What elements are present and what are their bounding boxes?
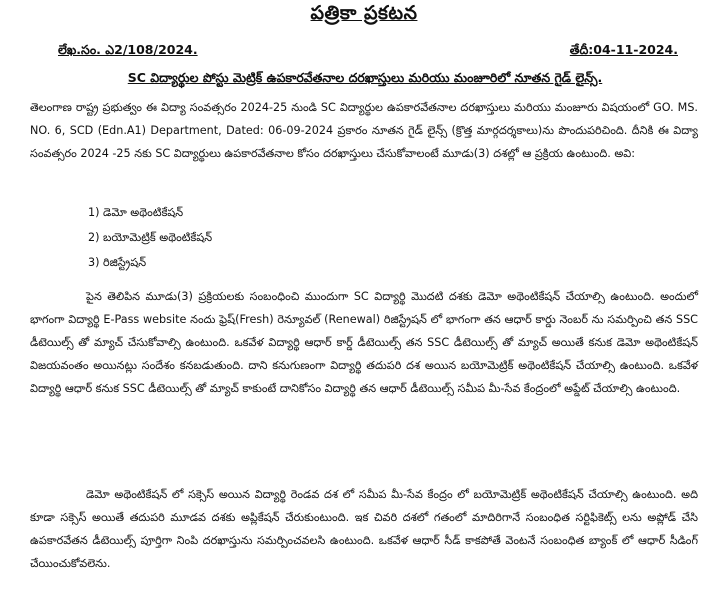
step-item: 2) బయోమెట్రిక్ అథెంటికేషన్ bbox=[88, 231, 213, 244]
steps-list bbox=[88, 200, 212, 275]
biometric-paragraph: డెమో అథెంటికేషన్ లో సక్సెస్ అయిన విద్యార్థి రెండవ దశ లో సమీప మీ-సేవ కేంద్రం లో బయోమెట్రిక్ అథెంటికేషన్ చేయాల్సి ఉంటుంది. అది కూడా సక్సెస్ అయితే తదుపరి మూడవ దశకు అప్లికేషన్ చేరుకుంటుంది. ఇక చివరి దశలో గతంలో మాదిరిగానే సంబంధిత సర్టిఫికెట్స్ లను అప్లోడ్ చేసి ఉపకారవేతన డీటెయిల్స్ పూర్తిగా నింపి దరఖాస్తును సమర్పించవలసి ఉంటుంది. ఒకవేళ ఆధార్ సీడ్ కాకపోతే వెంటనే సంబంధిత బ్యాంక్ లో ఆధార్ సీడింగ్ చేయించుకోవలెను. bbox=[30, 488, 698, 570]
intro-paragraph: తెలంగాణ రాష్ట్ర ప్రభుత్వం ఈ విద్యా సంవత్సరం 2024-25 నుండి SC విద్యార్థుల ఉపకారవేతనాల దరఖాస్తులు మరియు మంజూరు విషయంలో GO. MS. NO. 6, SCD (Edn.A1) Department, Dated: 06-09-2024 ప్రకారం నూతన గైడ్ లైన్స్ (క్రొత్త మార్గదర్శకాలు)ను పొందుపరిచింది. దీనికి ఈ విద్యా సంవత్సరం 2024 -25 నకు SC విద్యార్థులు ఉపకారవేతనాల కోసం దరఖాస్తులు చేసుకోవాలంటే మూడు(3) దశల్లో ఆ ప్రక్రియ ఉంటుంది. అవి: bbox=[30, 101, 698, 160]
demo-authentication-paragraph: పైన తెలిపిన మూడు(3) ప్రక్రియలకు సంబంధించి ముందుగా SC విద్యార్థి మొదటి దశకు డెమో అథెంటికేషన్ చేయాల్సి ఉంటుంది. అందులో భాగంగా విద్యార్థి E-Pass website నందు ఫ్రెష్(Fresh) రెన్యూవల్ (Renewal) రిజిస్ట్రేషన్ లో భాగంగా తన ఆధార్ కార్డు నెంబర్ ను సమర్పించి తన SSC డీటెయిల్స్ తో మ్యాచ్ చేసుకోవాల్సి ఉంటుంది. ఒకవేళ విద్యార్థి ఆధార్ కార్డ్ డీటెయిల్స్ తన SSC డీటెయిల్స్ తో మ్యాచ్ అయితే కనుక డెమో అథెంటికేషన్ విజయవంతం అయినట్లు సందేశం కనబడుతుంది. దాని కనుగుణంగా విద్యార్థి తదుపరి దశ అయిన బయోమెట్రిక్ అథెంటికేషన్ చేయాల్సి ఉంటుంది. ఒకవేళ విద్యార్థి ఆధార్ కనుక SSC డీటెయిల్స్ తో మ్యాచ్ కాకుంటే దానికోసం విద్యార్థి తన ఆధార్ డీటెయిల్స్ సమీప మీ-సేవ కేంద్రంలో అప్డేట్ చేయాల్సి ఉంటుంది. bbox=[30, 290, 698, 395]
step-item: 1) డెమో అథెంటికేషన్ bbox=[88, 206, 184, 219]
reference-number: లేఖ.సం. ఎ2/108/2024. bbox=[58, 42, 198, 57]
page-title: పత్రికా ప్రకటన bbox=[310, 2, 418, 24]
step-item: 3) రిజిస్ట్రేషన్ bbox=[88, 256, 147, 269]
subject-line: SC విద్యార్థుల పోస్టు మెట్రిక్ ఉపకారవేతనాల దరఖాస్తులు మరియు మంజూరిలో నూతన గైడ్ లైన్స్. bbox=[127, 70, 603, 85]
release-date: తేదీ:04-11-2024. bbox=[569, 42, 678, 57]
